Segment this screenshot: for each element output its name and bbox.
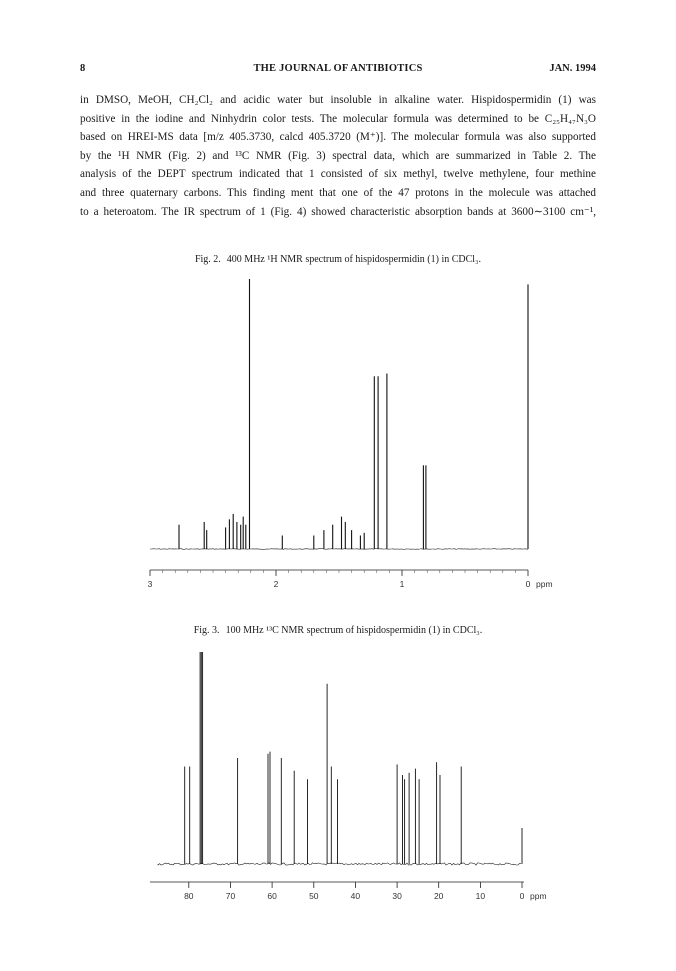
body-line: based on HREI-MS data [m/z 405.3730, calcd 405.3720 (M⁺)]. The molecular formula was also supported	[80, 131, 596, 144]
h-nmr-unit-label: ppm	[536, 579, 553, 589]
journal-title: THE JOURNAL OF ANTIBIOTICS	[253, 63, 423, 74]
fig3-caption-text: 100 MHz ¹³C NMR spectrum of hispidospermidin (1) in CDCl₃.	[225, 625, 483, 636]
body-line: and three quaternary carbons. This finding ment that one of the 47 protons in the molecule was attached	[80, 186, 596, 199]
c13-nmr-tick-label: 40	[350, 891, 361, 901]
c13-nmr-baseline	[158, 863, 521, 865]
c13-nmr-tick-label: 10	[475, 891, 486, 901]
fig3-label: Fig. 3.	[193, 625, 220, 636]
h-nmr-tick-label: 2	[273, 579, 279, 589]
page-number: 8	[80, 63, 86, 74]
c13-nmr-tick-label: 50	[309, 891, 319, 901]
c13-nmr-tick-label: 20	[433, 891, 444, 901]
fig2-label: Fig. 2.	[194, 254, 221, 265]
body-line: by the ¹H NMR (Fig. 2) and ¹³C NMR (Fig. 3) spectral data, which are summarized in Table 2. The	[80, 149, 596, 162]
c13-nmr-tick-label: 30	[392, 891, 402, 901]
c13-nmr-unit-label: ppm	[530, 891, 547, 901]
h-nmr-tick-label: 3	[147, 579, 153, 589]
c13-nmr-tick-label: 80	[184, 891, 194, 901]
c13-nmr-tick-label: 0	[519, 891, 525, 901]
issue-date: JAN. 1994	[549, 63, 596, 74]
c13-nmr-tick-label: 60	[267, 891, 277, 901]
c13-nmr-tick-label: 70	[225, 891, 236, 901]
h-nmr-tick-label: 1	[399, 579, 405, 589]
body-line: positive in the iodine and Ninhydrin color tests. The molecular formula was determined to be C₂₅H₄₇N₃O	[80, 112, 596, 125]
fig2-caption-text: 400 MHz ¹H NMR spectrum of hispidospermidin (1) in CDCl₃.	[226, 254, 482, 265]
body-line: analysis of the DEPT spectrum indicated that 1 consisted of six methyl, twelve methylene, four methine	[80, 168, 596, 181]
h-nmr-tick-label: 0	[525, 579, 531, 589]
body-line: in DMSO, MeOH, CH₂Cl₂ and acidic water but insoluble in alkaline water. Hispidospermidin (1) was	[80, 94, 596, 106]
body-line: to a heteroatom. The IR spectrum of 1 (Fig. 4) showed characteristic absorption bands at 3600∼3100 cm⁻¹,	[80, 205, 596, 218]
